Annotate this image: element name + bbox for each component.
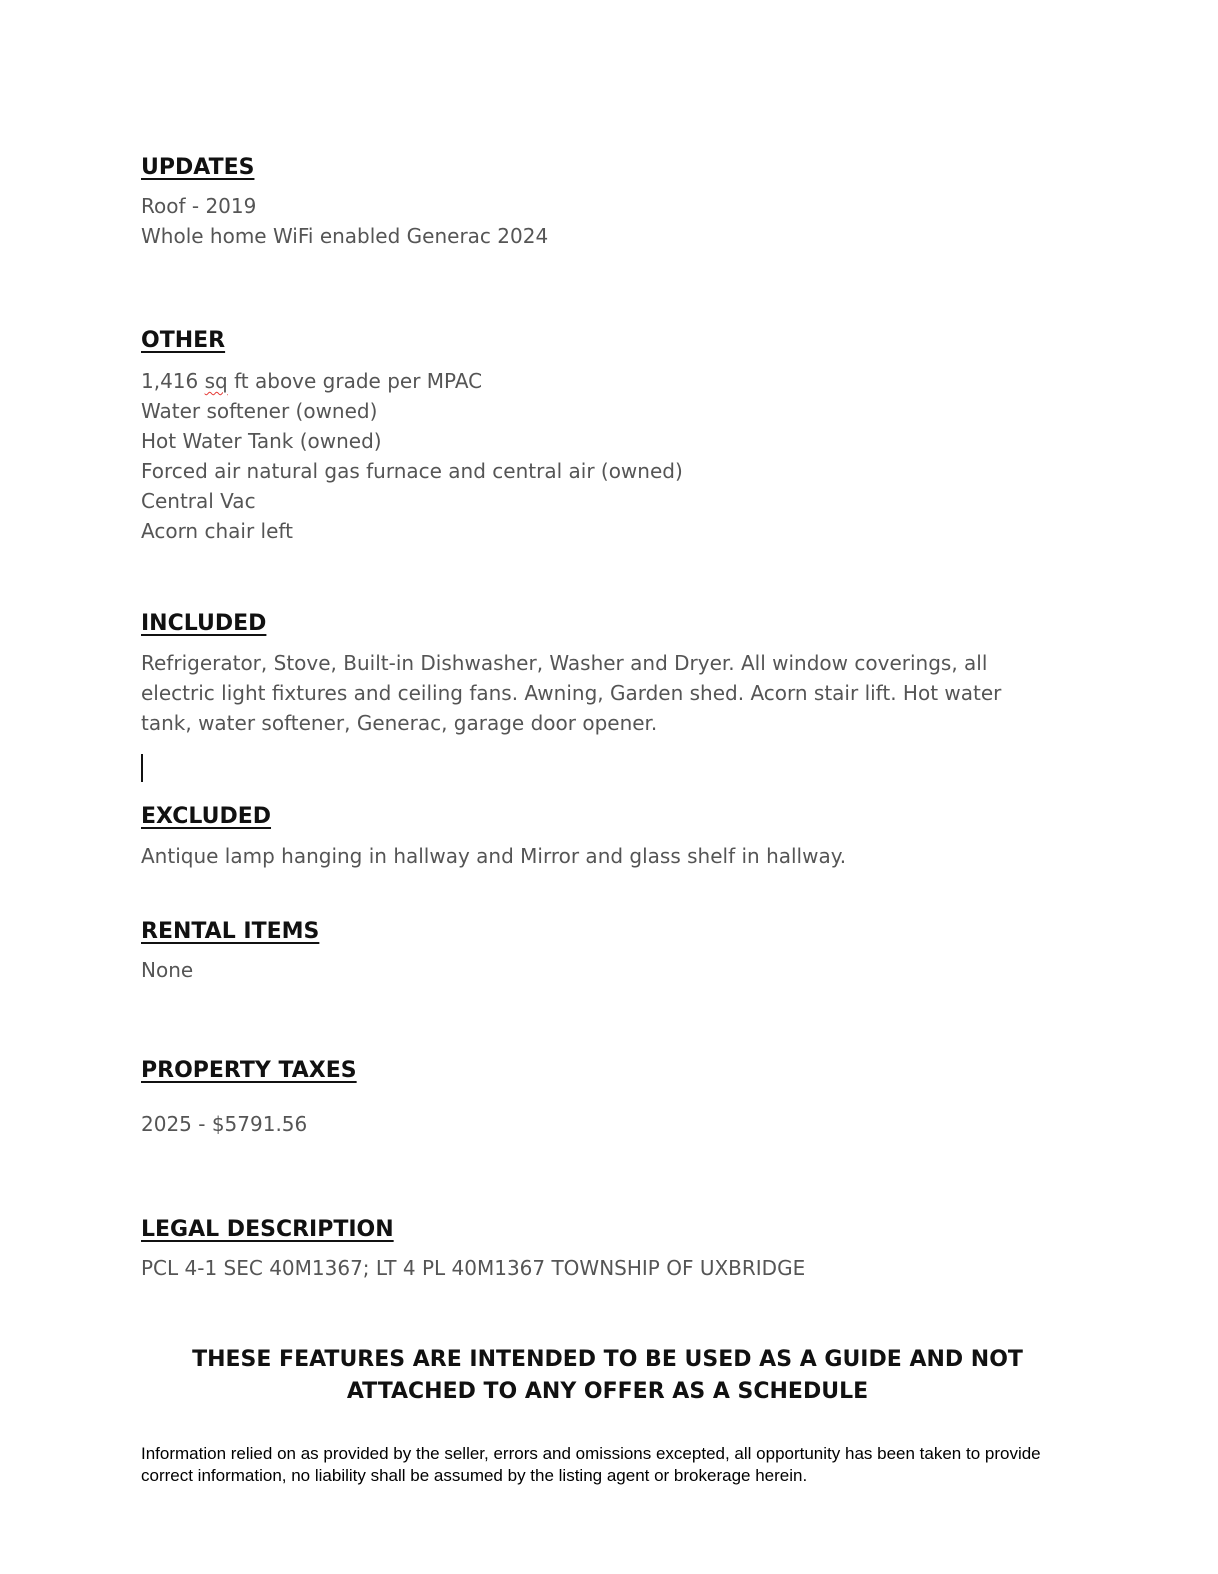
list-item: Acorn chair left (141, 519, 293, 543)
disclaimer-title: THESE FEATURES ARE INTENDED TO BE USED AS A GUIDE AND NOT ATTACHED TO ANY OFFER AS A SCHEDULE (192, 1347, 1023, 1404)
property-taxes-text: 2025 - $5791.56 (141, 1112, 308, 1136)
other-list (141, 366, 683, 546)
list-item: Hot Water Tank (owned) (141, 429, 382, 453)
excluded-text: Antique lamp hanging in hallway and Mirror and glass shelf in hallway. (141, 844, 847, 868)
list-item: Whole home WiFi enabled Generac 2024 (141, 224, 549, 248)
included-heading: INCLUDED (141, 611, 267, 636)
sqft-suffix: ft above grade per MPAC (227, 369, 483, 393)
legal-description-text: PCL 4-1 SEC 40M1367; LT 4 PL 40M1367 TOWNSHIP OF UXBRIDGE (141, 1256, 806, 1280)
sqft-prefix: 1,416 (141, 369, 205, 393)
rental-items-text: None (141, 958, 194, 982)
list-item: Forced air natural gas furnace and central air (owned) (141, 459, 683, 483)
text-cursor (141, 754, 143, 782)
other-heading: OTHER (141, 328, 226, 353)
spellcheck-flagged-word[interactable]: sq (204, 369, 228, 393)
updates-list (141, 191, 548, 251)
updates-heading: UPDATES (141, 155, 255, 180)
property-taxes-heading: PROPERTY TAXES (141, 1058, 357, 1083)
list-item (141, 366, 683, 396)
rental-items-heading: RENTAL ITEMS (141, 919, 320, 944)
legal-description-heading: LEGAL DESCRIPTION (141, 1217, 394, 1242)
excluded-heading: EXCLUDED (141, 804, 272, 829)
included-text: Refrigerator, Stove, Built-in Dishwasher, Washer and Dryer. All window coverings, all electric light fixtures and ceiling fans. Awning, Garden shed. Acorn stair lift. Hot water tank, water softener, Generac, garage door opener. (141, 651, 1002, 735)
list-item: Central Vac (141, 489, 256, 513)
disclaimer-fineprint: Information relied on as provided by the seller, errors and omissions excepted, all opportunity has been taken to provide correct information, no liability shall be assumed by the listing agent or brokerage herein. (141, 1444, 1041, 1485)
list-item: Water softener (owned) (141, 399, 378, 423)
list-item: Roof - 2019 (141, 194, 257, 218)
